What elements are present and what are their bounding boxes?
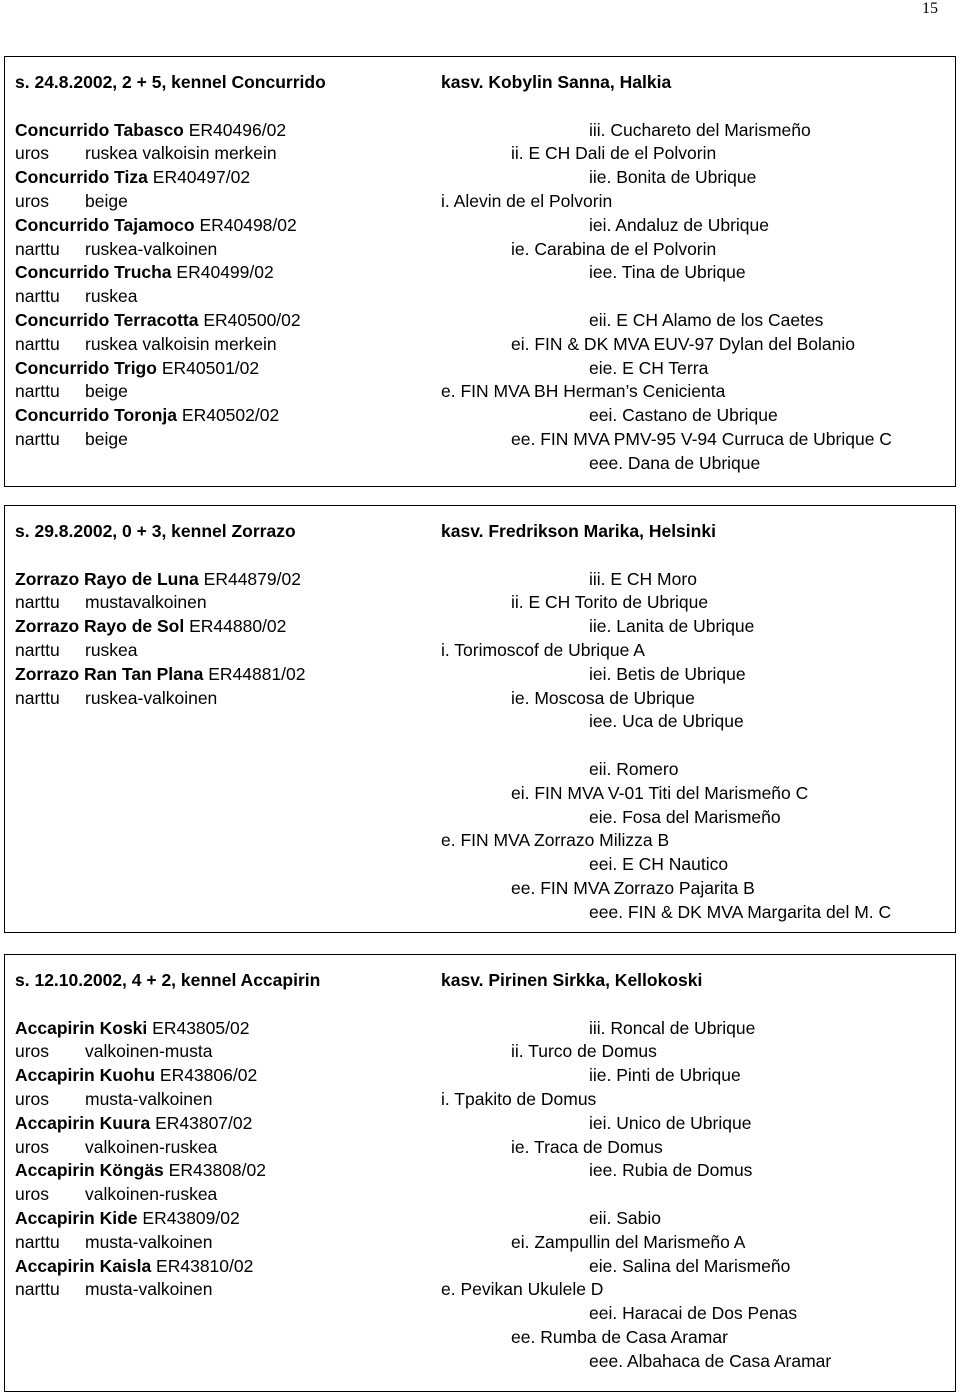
litter-box-1 [4,56,956,487]
pedigree-entry: ee. FIN MVA Zorrazo Pajarita B [511,877,755,898]
puppy-detail-line [15,1183,425,1207]
pedigree-list [441,119,951,476]
puppy-sex: uros [15,190,50,211]
pedigree-entry: ee. FIN MVA PMV-95 V-94 Curruca de Ubrique C [511,428,892,449]
pedigree-entry: ei. Zampullin del Marismeño A [511,1231,746,1252]
puppy-name-line [15,1112,425,1136]
pedigree-entry: ei. FIN & DK MVA EUV-97 Dylan del Bolanio [511,333,855,354]
puppy-sex: narttu [15,592,60,613]
pedigree-entry: eie. Salina del Marismeño [589,1255,791,1276]
puppy-color: valkoinen-ruskea [85,1136,218,1157]
pedigree-entry: eee. Albahaca de Casa Aramar [589,1350,832,1371]
puppy-color: ruskea-valkoinen [85,238,218,259]
litter-pedigree-column [441,71,951,476]
pedigree-entry: ii. E CH Torito de Ubrique [511,592,709,613]
pedigree-entry: iei. Andaluz de Ubrique [589,214,769,235]
puppy-detail-line [15,1278,425,1302]
puppy-name: Concurrido Tajamoco [15,214,195,235]
registration-number: ER43806/02 [159,1065,258,1086]
puppy-detail-line [15,639,425,663]
litter-header: s. 12.10.2002, 4 + 2, kennel Accapirin [15,970,321,990]
puppy-name-line [15,1255,425,1279]
puppy-sex: uros [15,1088,50,1109]
puppy-color: beige [85,381,128,402]
puppy-detail-line [15,190,425,214]
puppy-name: Accapirin Kuohu [15,1065,156,1086]
pedigree-list [441,1017,951,1374]
pedigree-entry: iie. Bonita de Ubrique [589,167,757,188]
puppy-sex: uros [15,1184,50,1205]
puppy-name-line [15,261,425,285]
puppy-sex: narttu [15,428,60,449]
puppy-name-line [15,214,425,238]
puppy-detail-line [15,1136,425,1160]
registration-number: ER43807/02 [155,1112,253,1133]
puppy-color: ruskea [85,639,138,660]
puppy-sex: narttu [15,333,60,354]
puppy-sex: narttu [15,1279,60,1300]
pedigree-entry: iee. Tina de Ubrique [589,262,746,283]
puppy-name-line [15,1017,425,1041]
puppy-name: Accapirin Kide [15,1207,138,1228]
puppy-detail-line [15,142,425,166]
registration-number: ER40499/02 [176,262,274,283]
pedigree-entry: iii. E CH Moro [589,568,697,589]
puppy-name: Concurrido Toronja [15,405,178,426]
puppy-detail-line [15,591,425,615]
registration-number: ER40501/02 [161,357,260,378]
puppy-detail-line [15,333,425,357]
registration-number: ER43809/02 [142,1207,240,1228]
pedigree-entry: ie. Traca de Domus [511,1136,663,1157]
pedigree-entry: eee. Dana de Ubrique [589,452,761,473]
puppy-color: beige [85,428,128,449]
puppy-name: Zorrazo Rayo de Sol [15,616,185,637]
registration-number: ER43810/02 [156,1255,254,1276]
pedigree-entry: iei. Unico de Ubrique [589,1112,752,1133]
puppy-name-line [15,568,425,592]
puppy-color: valkoinen-ruskea [85,1184,218,1205]
pedigree-entry: ii. E CH Dali de el Polvorin [511,143,717,164]
registration-number: ER44879/02 [203,568,301,589]
puppy-name: Concurrido Trigo [15,357,157,378]
puppy-color: ruskea [85,286,138,307]
litter-header: s. 29.8.2002, 0 + 3, kennel Zorrazo [15,521,296,541]
puppy-color: valkoinen-musta [85,1041,213,1062]
pedigree-entry: ei. FIN MVA V-01 Titi del Marismeño C [511,782,809,803]
puppy-sex: uros [15,1136,50,1157]
puppy-detail-line [15,1040,425,1064]
puppy-name: Accapirin Köngäs [15,1160,164,1181]
registration-number: ER40498/02 [199,214,297,235]
puppy-name: Accapirin Kaisla [15,1255,152,1276]
breeder-line: kasv. Pirinen Sirkka, Kellokoski [441,970,703,990]
breeder-line: kasv. Kobylin Sanna, Halkia [441,72,672,92]
pedigree-entry: iee. Uca de Ubrique [589,711,744,732]
puppy-list [15,119,425,452]
pedigree-entry: iie. Pinti de Ubrique [589,1065,741,1086]
litter-pedigree-column [441,520,951,925]
puppy-name-line [15,1207,425,1231]
puppy-name-line [15,309,425,333]
pedigree-entry: eei. Castano de Ubrique [589,405,778,426]
pedigree-entry: ie. Moscosa de Ubrique [511,687,695,708]
pedigree-entry: e. FIN MVA BH Herman’s Cenicienta [441,381,726,402]
puppy-sex: narttu [15,1231,60,1252]
puppy-detail-line [15,285,425,309]
pedigree-spacer [441,285,951,309]
puppy-name: Accapirin Koski [15,1017,148,1038]
pedigree-entry: eei. E CH Nautico [589,854,729,875]
page-number: 15 [922,0,938,17]
pedigree-spacer [441,1183,951,1207]
puppy-name: Concurrido Trucha [15,262,172,283]
puppy-color: musta-valkoinen [85,1279,213,1300]
puppy-sex: narttu [15,687,60,708]
puppy-name: Zorrazo Ran Tan Plana [15,663,204,684]
puppy-name-line [15,404,425,428]
puppy-list [15,568,425,711]
puppy-name-line [15,1159,425,1183]
puppy-name-line [15,1064,425,1088]
puppy-color: musta-valkoinen [85,1088,213,1109]
breeder-line: kasv. Fredrikson Marika, Helsinki [441,521,716,541]
puppy-detail-line [15,687,425,711]
puppy-color: musta-valkoinen [85,1231,213,1252]
pedigree-spacer [441,734,951,758]
puppy-detail-line [15,428,425,452]
pedigree-entry: eie. Fosa del Marismeño [589,806,781,827]
registration-number: ER40496/02 [188,119,287,140]
puppy-name-line [15,663,425,687]
pedigree-entry: iii. Cuchareto del Marismeño [589,119,811,140]
pedigree-entry: iei. Betis de Ubrique [589,663,746,684]
litter-pedigree-column [441,969,951,1374]
puppy-color: ruskea valkoisin merkein [85,333,277,354]
puppy-name-line [15,615,425,639]
pedigree-entry: ii. Turco de Domus [511,1041,657,1062]
puppy-color: ruskea valkoisin merkein [85,143,277,164]
litter-header: s. 24.8.2002, 2 + 5, kennel Concurrido [15,72,326,92]
litter-puppies-column [15,969,425,1302]
puppy-name-line [15,166,425,190]
puppy-color: mustavalkoinen [85,592,207,613]
pedigree-entry: eii. Sabio [589,1207,661,1228]
pedigree-entry: eii. E CH Alamo de los Caetes [589,309,824,330]
puppy-sex: narttu [15,286,60,307]
puppy-detail-line [15,380,425,404]
pedigree-entry: ie. Carabina de el Polvorin [511,238,717,259]
registration-number: ER43805/02 [152,1017,250,1038]
pedigree-entry: i. Alevin de el Polvorin [441,190,613,211]
pedigree-entry: i. Torimoscof de Ubrique A [441,639,645,660]
puppy-name: Concurrido Tabasco [15,119,184,140]
registration-number: ER40500/02 [203,309,301,330]
puppy-detail-line [15,1088,425,1112]
pedigree-entry: eie. E CH Terra [589,357,709,378]
litter-box-2 [4,505,956,933]
pedigree-entry: iii. Roncal de Ubrique [589,1017,756,1038]
pedigree-entry: e. Pevikan Ukulele D [441,1279,604,1300]
registration-number: ER40497/02 [152,167,251,188]
registration-number: ER44881/02 [208,663,306,684]
puppy-sex: uros [15,1041,50,1062]
pedigree-entry: eei. Haracai de Dos Penas [589,1303,798,1324]
puppy-color: ruskea-valkoinen [85,687,218,708]
puppy-list [15,1017,425,1303]
puppy-detail-line [15,238,425,262]
puppy-sex: narttu [15,639,60,660]
puppy-name-line [15,119,425,143]
litter-puppies-column [15,520,425,710]
puppy-color: beige [85,190,128,211]
puppy-sex: narttu [15,238,60,259]
registration-number: ER43808/02 [168,1160,266,1181]
pedigree-entry: eee. FIN & DK MVA Margarita del M. C [589,901,892,922]
puppy-detail-line [15,1231,425,1255]
puppy-name-line [15,357,425,381]
pedigree-entry: iie. Lanita de Ubrique [589,616,755,637]
puppy-name: Concurrido Terracotta [15,309,199,330]
pedigree-list [441,568,951,925]
pedigree-entry: i. Tpakito de Domus [441,1088,597,1109]
pedigree-entry: iee. Rubia de Domus [589,1160,753,1181]
puppy-name: Zorrazo Rayo de Luna [15,568,199,589]
registration-number: ER40502/02 [181,405,280,426]
registration-number: ER44880/02 [189,616,287,637]
pedigree-entry: ee. Rumba de Casa Aramar [511,1326,728,1347]
puppy-sex: uros [15,143,50,164]
litter-box-3 [4,954,956,1392]
puppy-sex: narttu [15,381,60,402]
puppy-name: Concurrido Tiza [15,167,148,188]
pedigree-entry: e. FIN MVA Zorrazo Milizza B [441,830,670,851]
puppy-name: Accapirin Kuura [15,1112,151,1133]
pedigree-entry: eii. Romero [589,758,679,779]
litter-puppies-column [15,71,425,452]
